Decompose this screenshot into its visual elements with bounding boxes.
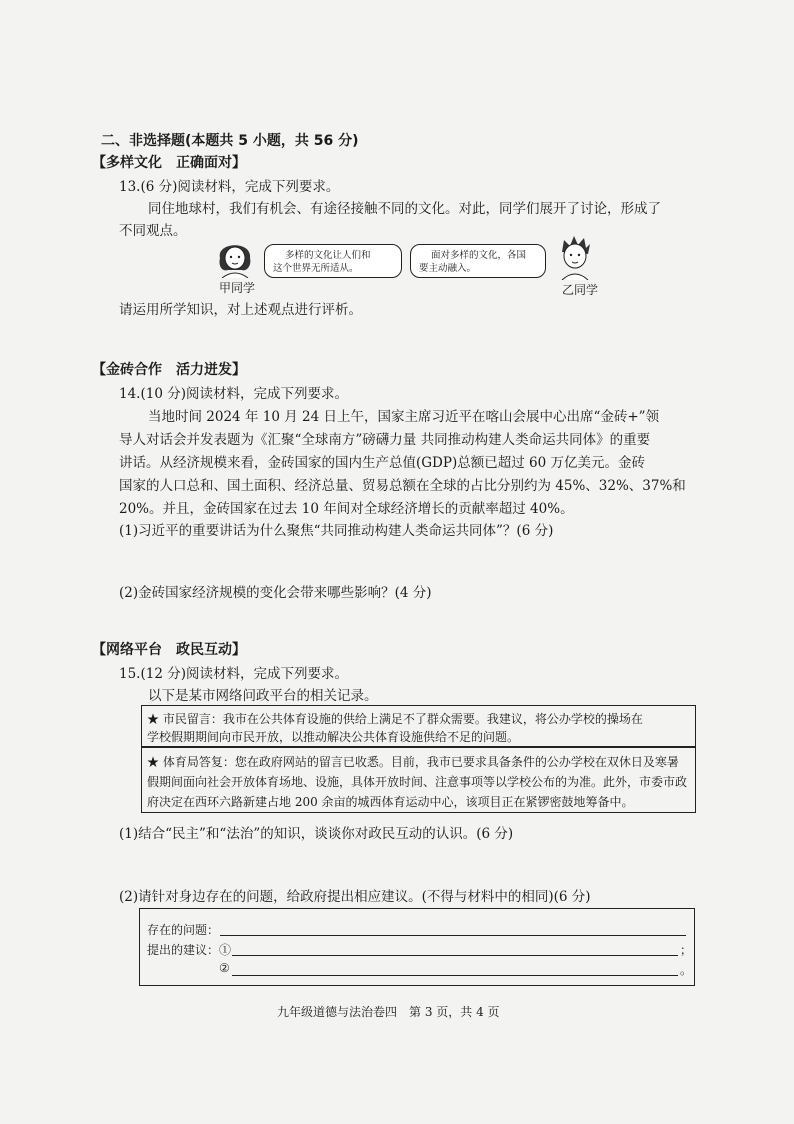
q14-line-4: 国家的人口总和、国土面积、经济总量、贸易总额在全球的占比分别约为 45%、32%、37%和 xyxy=(119,478,686,494)
q13-question: 请运用所学知识，对上述观点进行评析。 xyxy=(119,302,362,318)
citizen-message-line2: 学校假期期间向市民开放，以推动解决公共体育设施供给不足的问题。 xyxy=(147,730,520,744)
q14-sub2: (2)金砖国家经济规模的变化会带来哪些影响？(4 分) xyxy=(119,585,432,601)
citizen-message-line1: ★ 市民留言：我市在公共体育设施的供给上满足不了群众需要。我建议，将公办学校的操场在 xyxy=(147,712,643,726)
q14-stem: 14.(10 分)阅读材料，完成下列要求。 xyxy=(119,386,348,402)
suggestion-form xyxy=(139,908,695,986)
problem-answer-line[interactable] xyxy=(220,935,686,936)
sports-bureau-reply-box xyxy=(141,747,696,813)
q13-stem: 13.(6 分)阅读材料，完成下列要求。 xyxy=(119,179,340,195)
bubble-b-line2: 要主动融入。 xyxy=(419,263,477,274)
q15-sub1: (1)结合“民主”和“法治”的知识，谈谈你对政民互动的认识。(6 分) xyxy=(119,826,514,842)
suggestion-2-label: ② xyxy=(219,961,230,975)
q14-line-3: 讲话。从经济规模来看，金砖国家的国内生产总值(GDP)总额已超过 60 万亿美元。金砖 xyxy=(119,455,645,471)
suggestion-1-answer-line[interactable] xyxy=(232,955,678,956)
q14-tag: 【金砖合作 活力迸发】 xyxy=(92,362,246,378)
q14-line-5: 20%。并且，金砖国家在过去 10 年间对全球经济增长的贡献率超过 40%。 xyxy=(119,501,574,517)
student-b-label: 乙同学 xyxy=(562,283,599,297)
q13-para2: 不同观点。 xyxy=(119,223,187,239)
page-footer: 九年级道德与法治卷四 第 3 页，共 4 页 xyxy=(277,1005,500,1019)
student-a-figure xyxy=(212,236,258,278)
reply-line1: ★ 体育局答复：您在政府网站的留言已收悉。目前，我市已要求具备条件的公办学校在双休日及寒暑 xyxy=(147,755,679,769)
student-b-figure xyxy=(554,234,596,280)
q14-sub1: (1)习近平的重要讲话为什么聚焦“共同推动构建人类命运共同体”？(6 分) xyxy=(119,523,554,539)
q15-intro: 以下是某市网络问政平台的相关记录。 xyxy=(148,688,378,704)
q14-line-2: 导人对话会并发表题为《汇聚“全球南方”磅礴力量 共同推动构建人类命运共同体》的重要 xyxy=(119,432,651,448)
bubble-a-line2: 这个世界无所适从。 xyxy=(273,263,359,274)
speech-bubble-a xyxy=(264,244,402,278)
suggestion-label: 提出的建议：① xyxy=(147,943,232,957)
suggestion-1-end: ； xyxy=(680,943,693,957)
bubble-a-line1: 多样的文化让人们和 xyxy=(285,250,371,261)
suggestion-2-answer-line[interactable] xyxy=(232,975,678,976)
q14-line-1: 当地时间 2024 年 10 月 24 日上午，国家主席习近平在喀山会展中心出席“金砖+”领 xyxy=(148,409,660,425)
problem-label: 存在的问题： xyxy=(147,923,220,937)
reply-line3: 府决定在西环六路新建占地 200 余亩的城西体育运动中心，该项目正在紧锣密鼓地筹备中。 xyxy=(147,795,634,809)
q13-para1: 同住地球村，我们有机会、有途径接触不同的文化。对此，同学们展开了讨论，形成了 xyxy=(148,201,661,217)
speech-bubble-b xyxy=(410,244,546,278)
suggestion-2-end: 。 xyxy=(680,963,693,977)
bubble-b-line1: 面对多样的文化，各国 xyxy=(431,250,527,261)
student-a-label: 甲同学 xyxy=(219,281,256,295)
citizen-message-box xyxy=(141,705,696,747)
q15-stem: 15.(12 分)阅读材料，完成下列要求。 xyxy=(119,666,348,682)
q15-tag: 【网络平台 政民互动】 xyxy=(92,642,246,658)
q15-sub2: (2)请针对身边存在的问题，给政府提出相应建议。(不得与材料中的相同)(6 分) xyxy=(119,889,591,905)
reply-line2: 假期间面向社会开放体育场地、设施，具体开放时间、注意事项等以学校公布的为准。此外，市委市政 xyxy=(147,775,688,789)
q13-tag: 【多样文化 正确面对】 xyxy=(92,155,246,171)
section-title: 二、非选择题(本题共 5 小题，共 56 分) xyxy=(101,133,359,149)
